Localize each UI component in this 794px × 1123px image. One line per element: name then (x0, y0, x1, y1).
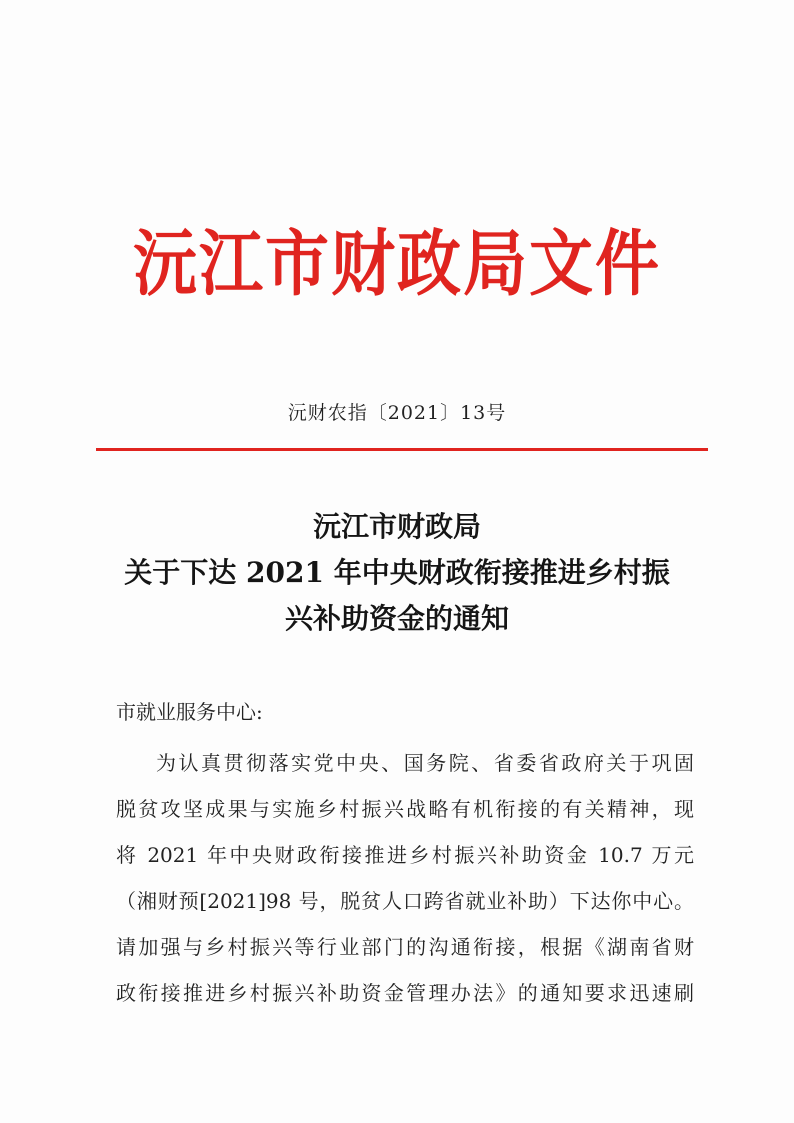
body-line: （湘财预[2021]98 号，脱贫人口跨省就业补助）下达你中心。 (116, 889, 694, 913)
body-line: 脱贫攻坚成果与实施乡村振兴战略有机衔接的有关精神，现 (116, 797, 694, 821)
body-line: 政衔接推进乡村振兴补助资金管理办法》的通知要求迅速刷 (116, 981, 694, 1005)
notice-title-line-3: 兴补助资金的通知 (284, 602, 509, 635)
notice-title (60, 504, 734, 642)
notice-title-issuer: 沅江市财政局 (312, 510, 481, 543)
letterhead-divider (96, 448, 708, 451)
body-line: 将 2021 年中央财政衔接推进乡村振兴补助资金 10.7 万元 (116, 843, 694, 867)
document-number: 沅财农指〔2021〕13号 (287, 402, 507, 424)
salutation: 市就业服务中心: (116, 700, 263, 724)
letterhead-title: 沅江市财政局文件 (133, 222, 661, 307)
body-line: 为认真贯彻落实党中央、国务院、省委省政府关于巩固 (156, 751, 694, 775)
notice-title-line-2: 关于下达 2021 年中央财政衔接推进乡村振 (124, 556, 670, 589)
body-paragraph (116, 740, 694, 1016)
body-line: 请加强与乡村振兴等行业部门的沟通衔接，根据《湖南省财 (116, 935, 694, 959)
